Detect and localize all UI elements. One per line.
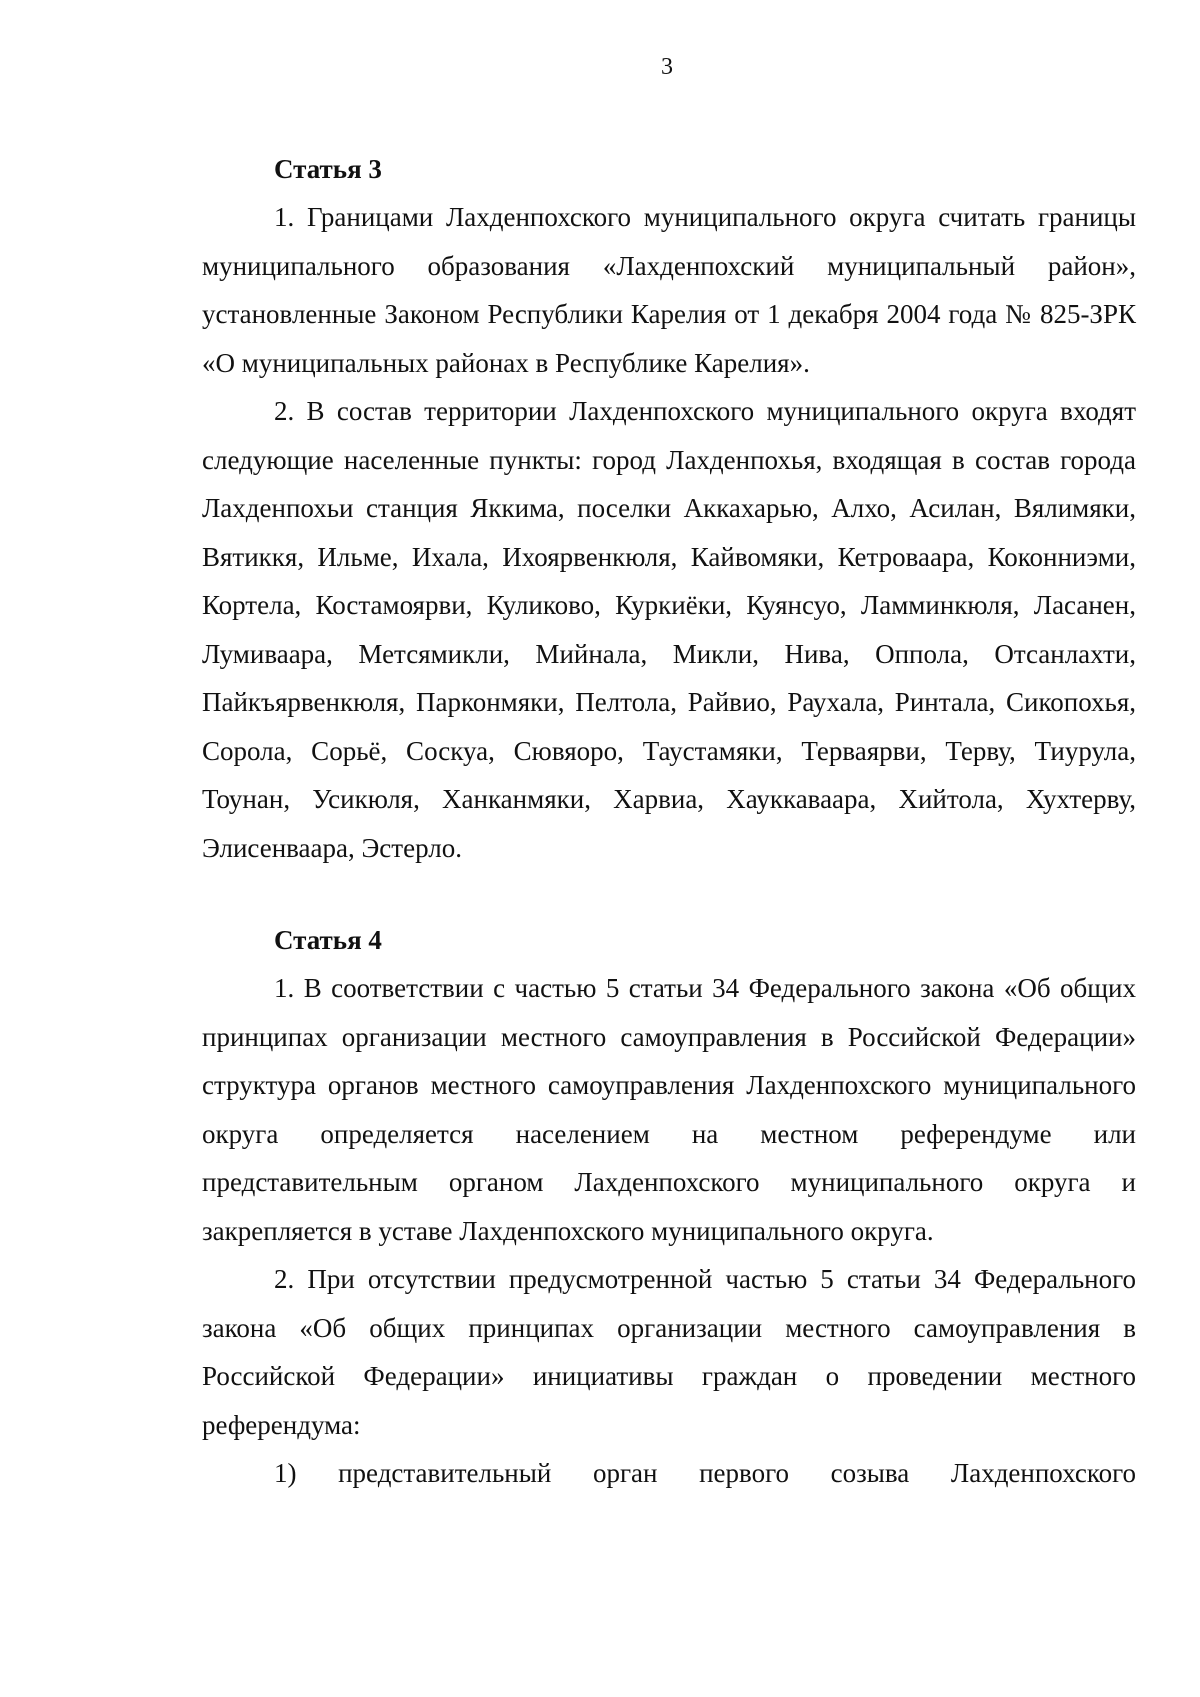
article-3	[202, 145, 1136, 872]
article-paragraph: 2. В состав территории Лахденпохского муниципального округа входят следующие населенные пункты: город Лахденпохья, входящая в состав города Лахденпохьи станция Яккима, поселки Аккахарью, Алхо, Асилан, Вялимяки, Вятиккя, Ильме, Ихала, Ихоярвенкюля, Кайвомяки, Кетроваара, Коконниэми, Кортела, Костамоярви, Куликово, Куркиёки, Куянсуо, Ламминкюля, Ласанен, Лумиваара, Метсямикли, Мийнала, Микли, Нива, Оппола, Отсанлахти, Пайкъярвенкюля, Парконмяки, Пелтола, Райвио, Раухала, Ринтала, Сикопохья, Сорола, Сорьё, Соскуа, Сювяоро, Таустамяки, Терваярви, Терву, Тиурула, Тоунан, Усикюля, Ханканмяки, Харвиа, Хауккаваара, Хийтола, Хухтерву, Элисенваара, Эстерло.	[202, 396, 1136, 863]
page-number: 3	[661, 54, 673, 80]
article-4	[202, 916, 1136, 1498]
article-paragraph: 2. При отсутствии предусмотренной частью 5 статьи 34 Федерального закона «Об общих принципах организации местного самоуправления в Российской Федерации» инициативы граждан о проведении местного референдума:	[202, 1264, 1136, 1440]
article-heading: Статья 4	[274, 925, 382, 955]
article-paragraph: 1. В соответствии с частью 5 статьи 34 Федерального закона «Об общих принципах организации местного самоуправления в Российской Федерации» структура органов местного самоуправления Лахденпохского муниципального округа определяется населением на местном референдуме или представительным органом Лахденпохского муниципального округа и закрепляется в уставе Лахденпохского муниципального округа.	[202, 973, 1136, 1246]
article-paragraph: 1) представительный орган первого созыва Лахденпохского	[274, 1458, 1136, 1488]
document-body	[202, 145, 1136, 1498]
article-paragraph: 1. Границами Лахденпохского муниципального округа считать границы муниципального образования «Лахденпохский муниципальный район», установленные Законом Республики Карелия от 1 декабря 2004 года № 825-ЗРК «О муниципальных районах в Республике Карелия».	[202, 202, 1136, 378]
section-spacer	[202, 872, 1136, 916]
article-heading: Статья 3	[274, 154, 382, 184]
